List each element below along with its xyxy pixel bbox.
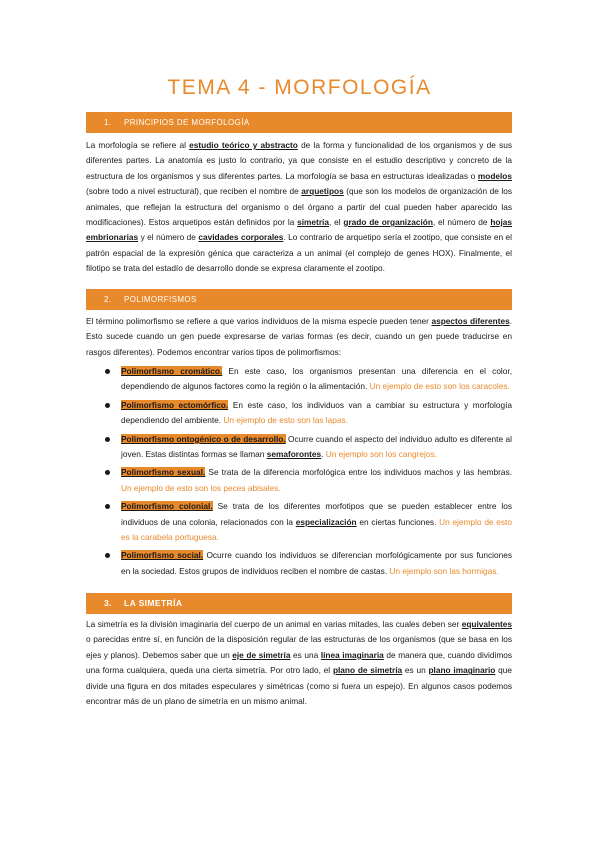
highlighted-term: Polimorfismo colonial.: [121, 501, 213, 512]
key-term: aspectos diferentes: [431, 316, 510, 326]
section-number: 1.: [104, 118, 112, 127]
key-term: cavidades corporales: [198, 232, 284, 243]
text-run: Ocurre cuando el aspecto del individuo adulto es diferente al joven. Estas distintas formas se llaman: [121, 433, 512, 460]
bullet-icon: [105, 403, 110, 408]
example-text: Un ejemplo de esto es la carabela portuguesa.: [121, 516, 512, 543]
key-term: hojas embrionarias: [86, 217, 512, 243]
key-term: plano imaginario: [428, 665, 496, 676]
list-item: [86, 548, 512, 579]
text-run: Ocurre cuando los individuos se diferencian morfológicamente por sus funciones en la sociedad. Estos grupos de individuos reciben el nombre de castas.: [121, 550, 512, 576]
key-term: estudio teórico y abstracto: [189, 140, 298, 150]
highlighted-term: Polimorfismo ontogénico o de desarrollo.: [121, 433, 286, 444]
key-term: equivalentes: [461, 619, 512, 629]
text-run: . Esto sucede cuando un gen puede expresarse de varias formas (es decir, cuando un gen puede traducirse en rasgos diferentes). Podemos encontrar varios tipos de polimorfismos:: [86, 316, 512, 357]
example-text: Un ejemplo de esto son los caracoles.: [369, 381, 510, 392]
section-header-3: [86, 593, 512, 614]
text-run: (sobre todo a nivel estructural), que reciben el nombre de: [86, 186, 302, 197]
bullet-icon: [105, 553, 110, 558]
polymorphism-list: [86, 364, 512, 582]
text-run: En este caso, los organismos presentan una diferencia en el color, dependiendo de algunos factores como la región o la alimentación.: [121, 366, 513, 392]
section-title: POLIMORFISMOS: [124, 295, 197, 304]
bullet-icon: [105, 470, 110, 475]
section-1-paragraph: [86, 138, 512, 277]
text-run: .: [321, 449, 326, 460]
key-term: eje de simetría: [232, 649, 291, 660]
bullet-icon: [105, 369, 110, 374]
text-run: de manera que, cuando dividimos una forma cualquiera, queda una cierta simetría. Por otro lado, el: [86, 649, 513, 676]
section-title: PRINCIPIOS DE MORFOLOGÍA: [124, 118, 250, 127]
text-run: , el número de: [432, 217, 491, 228]
text-run: en ciertas funciones.: [356, 516, 440, 527]
text-run: es una: [290, 649, 321, 660]
page-title: TEMA 4 - MORFOLOGÍA: [167, 76, 432, 99]
text-run: (que son los modelos de organización de los animales, que reflejan la estructura del organismo o del órgano a partir del cual pueden haber aparecido las modificaciones). Estos arquetipos están definidos por la: [86, 186, 512, 228]
example-text: Un ejemplo de esto son las lapas.: [223, 415, 348, 426]
list-item: [86, 398, 512, 429]
key-term: especialización: [295, 516, 357, 527]
highlighted-term: Polimorfismo ectomórfico.: [121, 399, 229, 410]
key-term: simetría: [297, 217, 329, 228]
section-number: 3.: [104, 598, 112, 608]
text-run: es un: [402, 665, 429, 676]
list-item: [86, 364, 512, 395]
text-run: , el: [328, 217, 344, 228]
highlighted-term: Polimorfismo cromático.: [121, 366, 223, 376]
key-term: grado de organización: [343, 217, 433, 228]
section-3-paragraph: [86, 617, 512, 709]
example-text: Un ejemplo son las hormigas.: [389, 565, 499, 576]
list-item: [86, 499, 512, 545]
text-run: La simetría es la división imaginaria del cuerpo de un animal en varias mitades, las cuales deben ser: [86, 619, 462, 629]
example-text: Un ejemplo son los cangrejos.: [325, 449, 437, 460]
key-term: modelos: [477, 170, 512, 181]
text-run: . Lo contrario de arquetipo sería el zootipo, que consiste en el patrón espacial de la expresión génica que caracteriza a un animal (el complejo de genes HOX). Finalmente, el filotipo se trata del estadío de desarrollo donde se expresa claramente el zootipo.: [86, 232, 512, 274]
list-item: [86, 465, 512, 496]
bullet-icon: [105, 437, 110, 442]
highlighted-term: Polimorfismo social.: [121, 550, 204, 561]
section-number: 2.: [104, 295, 112, 304]
text-run: Se trata de los diferentes morfotipos que se pueden establecer entre los individuos de una colonia, relacionados con la: [121, 501, 512, 527]
text-run: La morfología se refiere al: [86, 140, 190, 150]
text-run: y el número de: [138, 232, 199, 243]
key-term: semaforontes: [266, 449, 322, 460]
text-run: Se trata de la diferencia morfológica entre los individuos machos y las hembras.: [205, 467, 512, 478]
text-run: El término polimorfismo se refiere a que varios individuos de la misma especie pueden tener: [86, 316, 432, 326]
key-term: plano de simetría: [332, 665, 403, 676]
section-2-paragraph: [86, 314, 512, 360]
key-term: arquetipos: [301, 186, 344, 197]
key-term: línea imaginaria: [320, 649, 384, 660]
example-text: Un ejemplo de esto son los peces abisales.: [121, 482, 281, 493]
bullet-icon: [105, 504, 110, 509]
text-run: o parecidas entre sí, en función de la disposición regular de las estructuras de los organismos (que se basa en los ejes y planos). Debemos saber que un: [86, 634, 512, 660]
text-run: de la forma y funcionalidad de los organismos y de sus diferentes partes. La anatomía es justo lo contrario, ya que consiste en el estudio descriptivo y concreto de la estructura de los organismos y sus diferentes partes. La morfología se basa en estructuras idealizadas o: [86, 140, 512, 181]
highlighted-term: Polimorfismo sexual.: [121, 467, 206, 478]
section-title: LA SIMETRÍA: [124, 598, 183, 608]
section-header-2: [86, 289, 512, 310]
text-run: que divide una figura en dos mitades especulares y simétricas (como si fuera un espejo). En algunos casos podemos encontrar más de un plano de simetría en un mismo animal.: [86, 665, 512, 707]
text-run: En este caso, los individuos van a cambiar su estructura y morfología dependiendo del ambiente.: [121, 399, 512, 426]
section-header-1: [86, 112, 512, 133]
list-item: [86, 432, 512, 463]
